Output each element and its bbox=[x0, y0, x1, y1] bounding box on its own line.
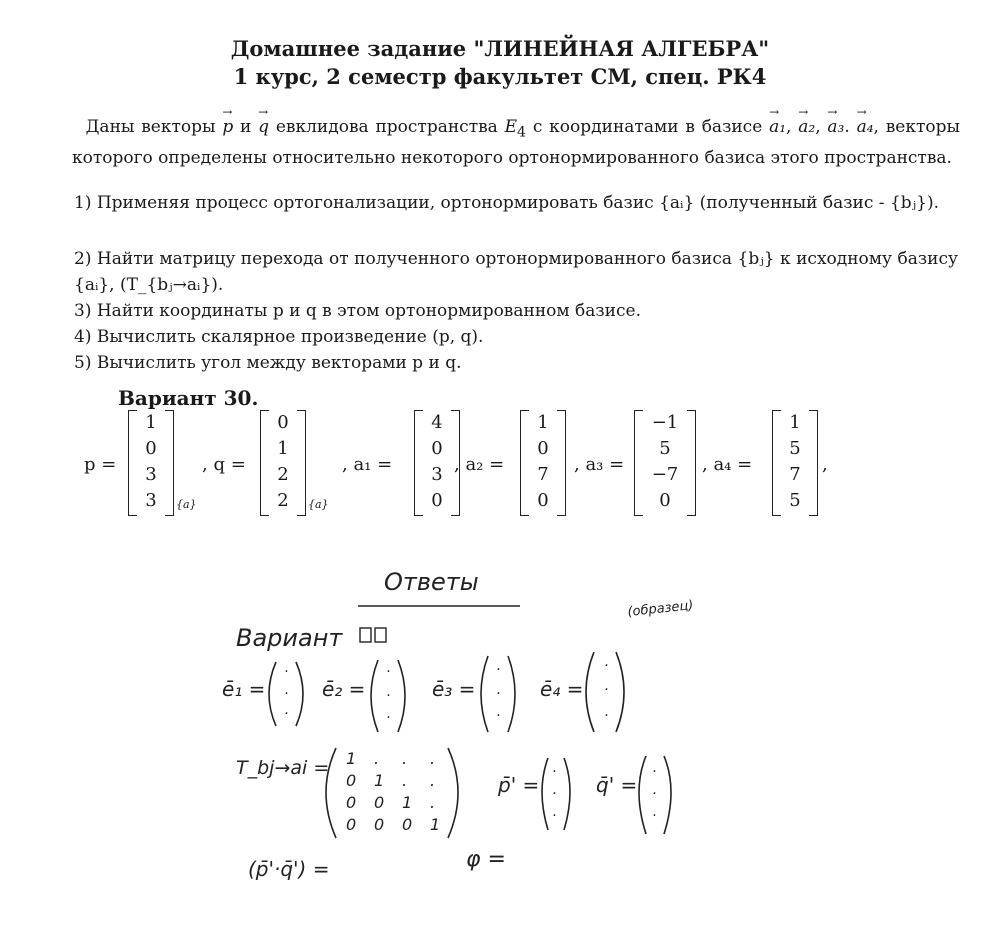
handwritten-variant-label: Вариант bbox=[236, 624, 343, 652]
intro-paragraph: Даны векторы → p и → q евклидова пространства $E_4$ с координатами в базисе → a₁, → a₂, → a₃. → a₄, векторы которого определены относительно некоторого ортонормированного базиса этого пространства. bbox=[72, 110, 960, 171]
vector-entry: 3 bbox=[145, 464, 157, 485]
e2-label: ē₂ = bbox=[322, 677, 366, 701]
matrix-entry: 1 bbox=[430, 815, 441, 834]
matrix-entry: 0 bbox=[402, 815, 413, 834]
vector-entry: 3 bbox=[431, 464, 443, 485]
vector-entry: 2 bbox=[277, 464, 289, 485]
svg-text:·: · bbox=[284, 664, 289, 680]
e3-label: ē₃ = bbox=[432, 677, 476, 701]
e2-bracket-right bbox=[398, 660, 405, 732]
matrix-entry: 1 bbox=[346, 749, 357, 768]
variant-box-1 bbox=[360, 628, 371, 642]
svg-text:·: · bbox=[386, 688, 391, 704]
e1-bracket-right bbox=[296, 662, 303, 726]
matrix-entry: 0 bbox=[374, 815, 385, 834]
vector-entry: 4 bbox=[431, 412, 443, 433]
vector-entry: 0 bbox=[537, 490, 549, 511]
vector-label: p = bbox=[84, 454, 117, 475]
svg-text:·: · bbox=[652, 808, 657, 824]
vector-entry: 1 bbox=[145, 412, 157, 433]
svg-text:·: · bbox=[552, 786, 557, 802]
vector-entry: 3 bbox=[145, 490, 157, 511]
task-1: 1) Применяя процесс ортогонализации, ортонормировать базис {aᵢ} (полученный базис - {bⱼ}). bbox=[74, 193, 939, 213]
p-prime-bracket-right bbox=[564, 758, 570, 830]
vector-entry: 0 bbox=[431, 490, 443, 511]
task-4: 4) Вычислить скалярное произведение (p, q). bbox=[74, 327, 484, 347]
vector-entry: 5 bbox=[659, 438, 671, 459]
matrix-entry: . bbox=[402, 771, 408, 790]
matrix-entry: 0 bbox=[374, 793, 385, 812]
vector-label: , a₂ = bbox=[454, 454, 505, 475]
svg-text:·: · bbox=[496, 662, 501, 678]
matrix-entry: . bbox=[430, 793, 436, 812]
matrix-entry: 1 bbox=[402, 793, 413, 812]
svg-text:·: · bbox=[552, 764, 557, 780]
variant-label: Вариант 30. bbox=[118, 386, 259, 410]
e2-bracket-left bbox=[371, 660, 378, 732]
p-prime-label: p̄' = bbox=[498, 773, 540, 797]
vector-entry: −1 bbox=[651, 412, 679, 433]
page-subtitle: 1 курс, 2 семестр факультет СМ, спец. РК4 bbox=[233, 64, 767, 89]
e1-label: ē₁ = bbox=[222, 677, 266, 701]
q-prime-bracket-left bbox=[639, 756, 646, 834]
matrix-entry: . bbox=[430, 771, 436, 790]
e1-bracket-left bbox=[269, 662, 276, 726]
task-5: 5) Вычислить угол между векторами p и q. bbox=[74, 353, 462, 373]
sample-note: (образец) bbox=[626, 598, 695, 620]
matrix-entry: . bbox=[430, 749, 436, 768]
vector-entry: 1 bbox=[277, 438, 289, 459]
phi-label: φ = bbox=[466, 847, 506, 872]
q-prime-bracket-right bbox=[664, 756, 671, 834]
q-prime-label: q̄' = bbox=[596, 773, 638, 797]
svg-text:·: · bbox=[284, 686, 289, 702]
e4-label: ē₄ = bbox=[540, 677, 584, 701]
matrix-entry: 0 bbox=[346, 793, 357, 812]
vector-entry: 1 bbox=[537, 412, 549, 433]
vector-entry: 0 bbox=[431, 438, 443, 459]
matrix-cells bbox=[346, 749, 440, 834]
task-2: 2) Найти матрицу перехода от полученного ортонормированного базиса {bⱼ} к исходному базису {aᵢ}, (T_{bⱼ→aᵢ}). bbox=[74, 249, 958, 295]
p-prime-bracket-left bbox=[542, 758, 548, 830]
svg-text:·: · bbox=[652, 786, 657, 802]
task-3: 3) Найти координаты p и q в этом ортонормированном базисе. bbox=[74, 301, 641, 321]
svg-text:·: · bbox=[652, 764, 657, 780]
vector-label: , a₄ = bbox=[702, 454, 753, 475]
vector-label: , a₁ = bbox=[342, 454, 393, 475]
matrix-entry: 1 bbox=[374, 771, 385, 790]
svg-text:·: · bbox=[604, 658, 609, 674]
vector-entry: 7 bbox=[789, 464, 801, 485]
e3-bracket-left bbox=[481, 656, 488, 732]
vector-label: , q = bbox=[202, 454, 246, 475]
e4-bracket-left bbox=[586, 652, 594, 732]
svg-text:·: · bbox=[496, 686, 501, 702]
vector-entry: 2 bbox=[277, 490, 289, 511]
vector-entry: 5 bbox=[789, 490, 801, 511]
matrix-entry: 0 bbox=[346, 815, 357, 834]
variant-box-2 bbox=[375, 628, 386, 642]
vector-entry: 1 bbox=[789, 412, 801, 433]
matrix-entry: . bbox=[402, 749, 408, 768]
trailing-comma: , bbox=[822, 454, 828, 475]
scalar-product-label: (p̄'·q̄') = bbox=[248, 857, 330, 881]
vector-entry: 0 bbox=[537, 438, 549, 459]
vector-entry: 0 bbox=[277, 412, 289, 433]
svg-text:·: · bbox=[604, 708, 609, 724]
basis-subscript: {a} bbox=[308, 498, 329, 511]
e4-bracket-right bbox=[616, 652, 624, 732]
e3-bracket-right bbox=[508, 656, 515, 732]
svg-text:·: · bbox=[386, 664, 391, 680]
vector-entry: 5 bbox=[789, 438, 801, 459]
vector-entry: 0 bbox=[659, 490, 671, 511]
basis-subscript: {a} bbox=[176, 498, 197, 511]
svg-text:·: · bbox=[386, 710, 391, 726]
answers-title: Ответы bbox=[384, 568, 479, 596]
matrix-bracket-right bbox=[448, 748, 458, 838]
vector-entry: 7 bbox=[537, 464, 549, 485]
matrix-entry: 0 bbox=[346, 771, 357, 790]
svg-text:·: · bbox=[604, 682, 609, 698]
transition-matrix-label: T_bj→ai = bbox=[236, 757, 330, 779]
vector-entry: −7 bbox=[651, 464, 679, 485]
svg-text:·: · bbox=[496, 708, 501, 724]
page-title: Домашнее задание "ЛИНЕЙНАЯ АЛГЕБРА" bbox=[230, 36, 770, 61]
vector-label: , a₃ = bbox=[574, 454, 625, 475]
svg-text:·: · bbox=[284, 706, 289, 722]
vector-entry: 0 bbox=[145, 438, 157, 459]
svg-text:·: · bbox=[552, 808, 557, 824]
matrix-entry: . bbox=[374, 749, 380, 768]
